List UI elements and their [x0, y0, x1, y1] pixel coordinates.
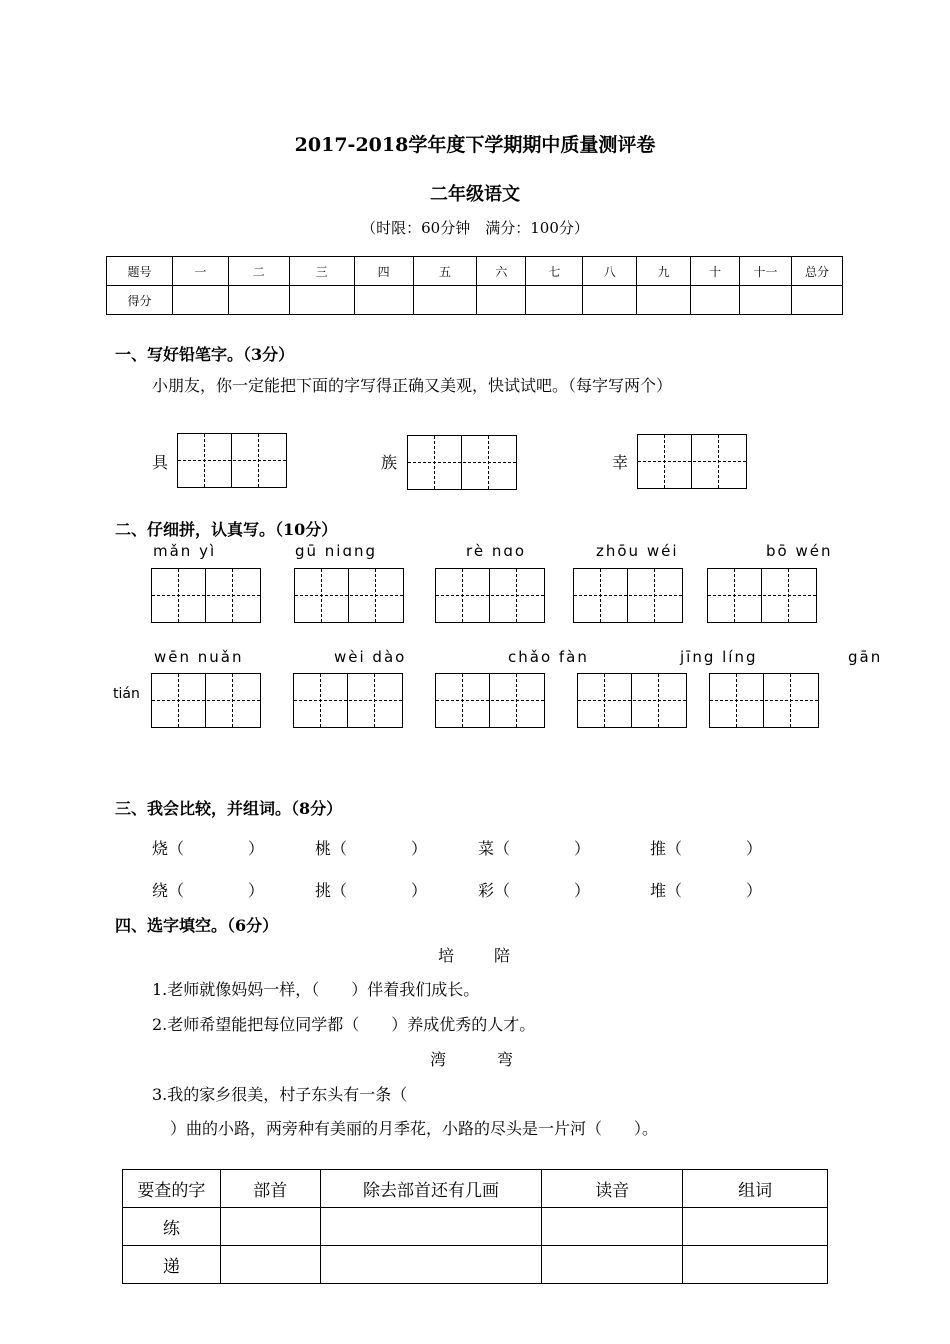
- choice-char: 湾: [430, 1050, 447, 1069]
- section3-heading: 三、我会比较，并组词。（8分）: [115, 799, 343, 818]
- dictionary-table: [122, 1169, 828, 1284]
- score-cell: 十: [691, 257, 740, 286]
- pinyin: wēn nuǎn: [154, 648, 244, 666]
- choice-char: 陪: [494, 946, 511, 965]
- score-input[interactable]: [354, 286, 413, 315]
- score-input[interactable]: [172, 286, 228, 315]
- choice-char: 弯: [497, 1050, 514, 1069]
- score-input[interactable]: [583, 286, 637, 315]
- writing-grid[interactable]: [709, 673, 819, 728]
- section2-heading: 二、仔细拼，认真写。（10分）: [115, 520, 338, 539]
- exam-title: 2017-2018学年度下学期期中质量测评卷: [294, 134, 656, 156]
- time-info: （时限：60分钟 满分：100分）: [361, 219, 589, 237]
- compare-item[interactable]: 绕（ ）: [152, 881, 265, 900]
- pinyin: mǎn yì: [153, 542, 217, 560]
- compare-item[interactable]: 挑（ ）: [315, 881, 428, 900]
- writing-grid[interactable]: [177, 433, 287, 488]
- answer-cell[interactable]: [683, 1246, 828, 1284]
- score-cell: 三: [289, 257, 354, 286]
- score-cell: 一: [172, 257, 228, 286]
- writing-grid[interactable]: [435, 673, 545, 728]
- section1-heading: 一、写好铅笔字。（3分）: [115, 345, 295, 364]
- section4-heading: 四、选字填空。（6分）: [115, 916, 279, 935]
- score-cell: 六: [477, 257, 526, 286]
- question-1: 1.老师就像妈妈一样，（ ）伴着我们成长。: [152, 980, 480, 999]
- writing-grid[interactable]: [294, 568, 404, 623]
- score-cell: 九: [637, 257, 691, 286]
- score-input[interactable]: [740, 286, 792, 315]
- writing-grid[interactable]: [151, 568, 261, 623]
- writing-grid[interactable]: [151, 673, 261, 728]
- score-value-row: [107, 286, 843, 315]
- answer-cell[interactable]: [542, 1208, 683, 1246]
- score-table: [106, 256, 843, 315]
- table-header: 要查的字: [123, 1170, 221, 1208]
- compare-item[interactable]: 堆（ ）: [650, 881, 763, 900]
- table-header: 除去部首还有几画: [320, 1170, 542, 1208]
- compare-item[interactable]: 烧（ ）: [152, 839, 265, 858]
- table-header-row: [123, 1170, 828, 1208]
- pinyin-overflow: tián: [113, 686, 140, 702]
- writing-grid[interactable]: [293, 673, 403, 728]
- compare-item[interactable]: 桃（ ）: [315, 839, 428, 858]
- writing-grid[interactable]: [435, 568, 545, 623]
- question-3: 3.我的家乡很美，村子东头有一条（: [152, 1085, 408, 1104]
- question-3-cont: ）曲的小路，两旁种有美丽的月季花，小路的尽头是一片河（ ）。: [170, 1119, 659, 1138]
- score-input[interactable]: [791, 286, 842, 315]
- score-cell: 七: [526, 257, 583, 286]
- compare-item[interactable]: 推（ ）: [650, 839, 763, 858]
- question-2: 2.老师希望能把每位同学都（ ）养成优秀的人才。: [152, 1015, 536, 1034]
- choice-char: 培: [438, 946, 455, 965]
- practice-char: 具: [152, 453, 169, 472]
- writing-grid[interactable]: [577, 673, 687, 728]
- writing-grid[interactable]: [707, 568, 817, 623]
- practice-char: 幸: [612, 453, 629, 472]
- pinyin: gān: [848, 648, 883, 666]
- pinyin: zhōu wéi: [596, 542, 679, 560]
- pinyin: gū niɑng: [295, 542, 378, 560]
- practice-char: 族: [381, 453, 398, 472]
- table-header: 读音: [542, 1170, 683, 1208]
- score-input[interactable]: [228, 286, 289, 315]
- writing-grid[interactable]: [637, 434, 747, 489]
- compare-item[interactable]: 菜（ ）: [478, 839, 591, 858]
- answer-cell[interactable]: [220, 1208, 320, 1246]
- pinyin: jīng líng: [680, 648, 758, 666]
- score-cell: 四: [354, 257, 413, 286]
- score-input[interactable]: [691, 286, 740, 315]
- answer-cell[interactable]: [320, 1208, 542, 1246]
- score-input[interactable]: [413, 286, 477, 315]
- writing-grid[interactable]: [573, 568, 683, 623]
- answer-cell[interactable]: [220, 1246, 320, 1284]
- table-header: 组词: [683, 1170, 828, 1208]
- score-input[interactable]: [637, 286, 691, 315]
- answer-cell[interactable]: [683, 1208, 828, 1246]
- score-cell: 八: [583, 257, 637, 286]
- score-cell: 总分: [791, 257, 842, 286]
- table-row: [123, 1246, 828, 1284]
- score-input[interactable]: [526, 286, 583, 315]
- writing-grid[interactable]: [407, 435, 517, 490]
- score-label: 得分: [107, 286, 173, 315]
- section1-instruction: 小朋友，你一定能把下面的字写得正确又美观，快试试吧。（每字写两个）: [152, 376, 673, 395]
- pinyin: chǎo fàn: [508, 648, 589, 666]
- exam-subtitle: 二年级语文: [430, 184, 520, 205]
- table-row: [123, 1208, 828, 1246]
- answer-cell[interactable]: [320, 1246, 542, 1284]
- score-cell: 题号: [107, 257, 173, 286]
- compare-item[interactable]: 彩（ ）: [478, 881, 591, 900]
- lookup-char: 练: [123, 1208, 221, 1246]
- pinyin: bō wén: [766, 542, 833, 560]
- score-cell: 五: [413, 257, 477, 286]
- score-input[interactable]: [477, 286, 526, 315]
- table-header: 部首: [220, 1170, 320, 1208]
- score-header-row: [107, 257, 843, 286]
- lookup-char: 递: [123, 1246, 221, 1284]
- score-cell: 二: [228, 257, 289, 286]
- pinyin: rè nɑo: [466, 542, 527, 560]
- answer-cell[interactable]: [542, 1246, 683, 1284]
- score-cell: 十一: [740, 257, 792, 286]
- score-input[interactable]: [289, 286, 354, 315]
- pinyin: wèi dào: [334, 648, 407, 666]
